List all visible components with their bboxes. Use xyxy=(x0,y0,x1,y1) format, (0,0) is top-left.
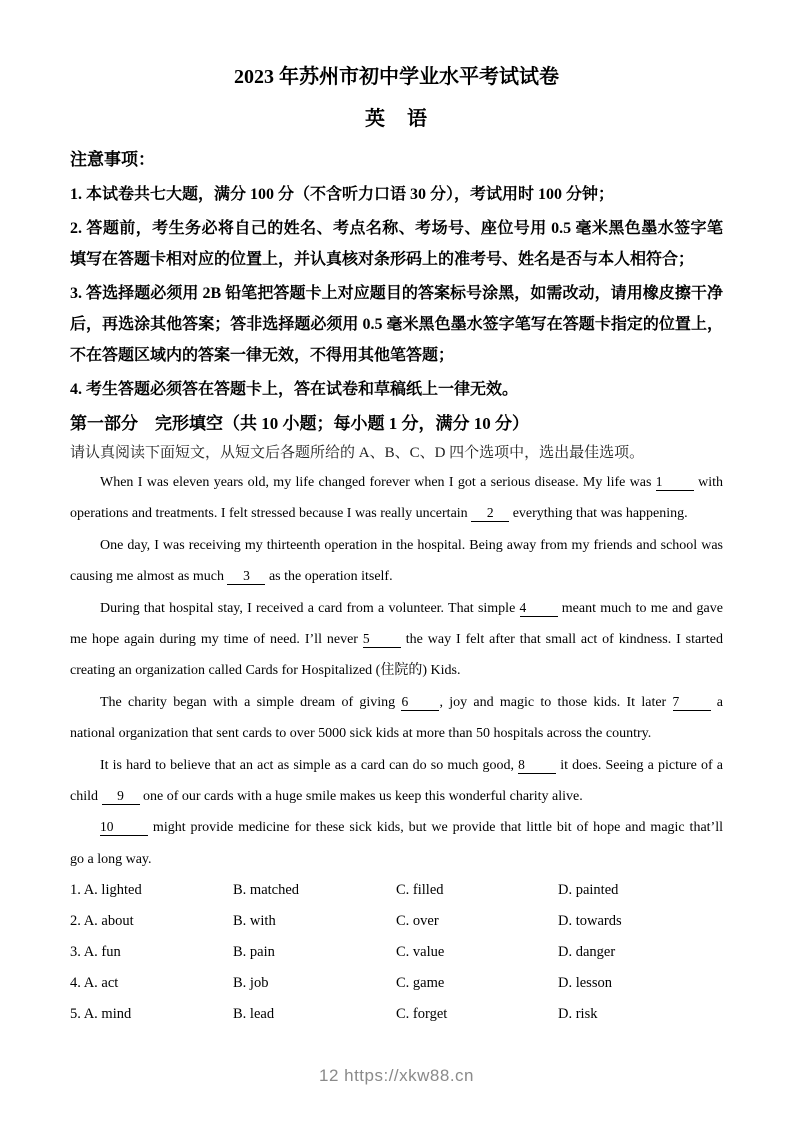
notice-list xyxy=(70,179,723,405)
passage-line: 10 might provide medicine for these sick kids, but we provide that little bit of hope and magic that’ll xyxy=(100,819,723,836)
notice-line: 4. 考生答题必须答在答题卡上，答在试卷和草稿纸上一律无效。 xyxy=(70,381,519,398)
exam-subject: 英 语 xyxy=(365,108,428,130)
option-cell: D. lesson xyxy=(558,975,612,992)
passage-line: When I was eleven years old, my life changed forever when I got a serious disease. My life was 1 with xyxy=(100,474,724,490)
option-cell: C. value xyxy=(396,944,445,961)
option-cell: 5. A. mind xyxy=(70,1006,132,1023)
option-cell: D. danger xyxy=(558,944,616,961)
passage-line: The charity began with a simple dream of giving 6 , joy and magic to those kids. It later 7 a xyxy=(100,693,723,710)
passage-line: go a long way. xyxy=(70,851,152,867)
cloze-blank-2: 2 xyxy=(471,505,509,522)
passage-paragraph xyxy=(70,530,723,593)
passage-paragraph xyxy=(70,687,723,750)
notice-item xyxy=(70,374,723,405)
cloze-blank-1: 1 xyxy=(656,474,694,491)
cloze-blank-3: 3 xyxy=(227,568,265,585)
passage-line: creating an organization called Cards for Hospitalized (住院的) Kids. xyxy=(70,663,461,679)
passage-paragraph xyxy=(70,750,723,813)
page-footer xyxy=(0,1066,793,1086)
option-row xyxy=(70,906,723,937)
passage-paragraph xyxy=(70,467,723,530)
passage-line: One day, I was receiving my thirteenth operation in the hospital. Being away from my friends and school was xyxy=(100,537,723,553)
option-cell: C. over xyxy=(396,913,439,930)
option-cell: B. with xyxy=(233,913,276,930)
option-cell: B. lead xyxy=(233,1006,275,1023)
section-instruction: 请认真阅读下面短文，从短文后各题所给的 A、B、C、D 四个选项中，选出最佳选项。 xyxy=(70,445,645,461)
passage-line: It is hard to believe that an act as simple as a card can do so much good, 8 it does. Seeing a picture of a xyxy=(100,756,723,773)
option-cell: 4. A. act xyxy=(70,975,119,992)
option-cell: C. game xyxy=(396,975,445,992)
option-cell: D. towards xyxy=(558,913,622,930)
cloze-blank-4: 4 xyxy=(520,600,558,617)
notice-item xyxy=(70,213,723,275)
option-cell: 3. A. fun xyxy=(70,944,121,961)
option-cell: 2. A. about xyxy=(70,913,134,930)
passage-line: national organization that sent cards to over 5000 sick kids at more than 50 hospitals across the country. xyxy=(70,726,652,742)
notice-line: 填写在答题卡相对应的位置上，并认真核对条形码上的准考号、姓名是否与本人相符合； xyxy=(70,251,695,268)
cloze-passage xyxy=(70,467,723,875)
notice-line: 2. 答题前，考生务必将自己的姓名、考点名称、考场号、座位号用 0.5 毫米黑色墨水签字笔 xyxy=(70,220,723,237)
passage-line: causing me almost as much 3 as the operation itself. xyxy=(70,568,393,585)
passage-paragraph xyxy=(70,812,723,875)
cloze-blank-9: 9 xyxy=(102,788,140,805)
notice-item xyxy=(70,179,723,210)
passage-line: During that hospital stay, I received a card from a volunteer. That simple 4 meant much to me and gave xyxy=(100,599,723,616)
cloze-blank-6: 6 xyxy=(401,694,439,711)
option-cell: C. filled xyxy=(396,882,444,899)
notice-item xyxy=(70,278,723,371)
notice-line: 后，再选涂其他答案；答非选择题必须用 0.5 毫米黑色墨水签字笔写在答题卡指定的位置上， xyxy=(70,316,723,333)
option-row xyxy=(70,968,723,999)
passage-line: operations and treatments. I felt stressed because I was really uncertain 2 everything that was happening. xyxy=(70,505,688,522)
option-cell: C. forget xyxy=(396,1006,448,1023)
cloze-blank-7: 7 xyxy=(673,694,711,711)
cloze-blank-10: 10 xyxy=(100,819,148,836)
option-row xyxy=(70,999,723,1030)
notice-line: 1. 本试卷共七大题，满分 100 分（不含听力口语 30 分），考试用时 100 分钟； xyxy=(70,186,615,203)
cloze-blank-8: 8 xyxy=(518,757,556,774)
passage-line: me hope again during my time of need. I’ll never 5 the way I felt after that small act of kindness. I started xyxy=(70,631,723,648)
option-cell: D. painted xyxy=(558,882,619,899)
option-cell: B. job xyxy=(233,975,269,992)
passage-paragraph xyxy=(70,593,723,687)
option-cell: 1. A. lighted xyxy=(70,882,142,899)
option-row xyxy=(70,937,723,968)
cloze-blank-5: 5 xyxy=(363,631,401,648)
option-cell: B. pain xyxy=(233,944,275,961)
option-cell: B. matched xyxy=(233,882,300,899)
notice-line: 3. 答选择题必须用 2B 铅笔把答题卡上对应题目的答案标号涂黑，如需改动，请用橡皮擦干净 xyxy=(70,285,723,302)
exam-title: 2023 年苏州市初中学业水平考试试卷 xyxy=(234,66,559,88)
notice-heading: 注意事项： xyxy=(70,150,155,169)
option-cell: D. risk xyxy=(558,1006,598,1023)
section-heading: 第一部分 完形填空（共 10 小题；每小题 1 分，满分 10 分） xyxy=(70,414,529,433)
options-table xyxy=(70,875,723,1030)
page-footer-text: 12 https://xkw88.cn xyxy=(318,1066,475,1085)
passage-line: child 9 one of our cards with a huge smile makes us keep this wonderful charity alive. xyxy=(70,788,583,805)
option-row xyxy=(70,875,723,906)
notice-line: 不在答题区域内的答案一律无效，不得用其他笔答题； xyxy=(70,347,455,364)
